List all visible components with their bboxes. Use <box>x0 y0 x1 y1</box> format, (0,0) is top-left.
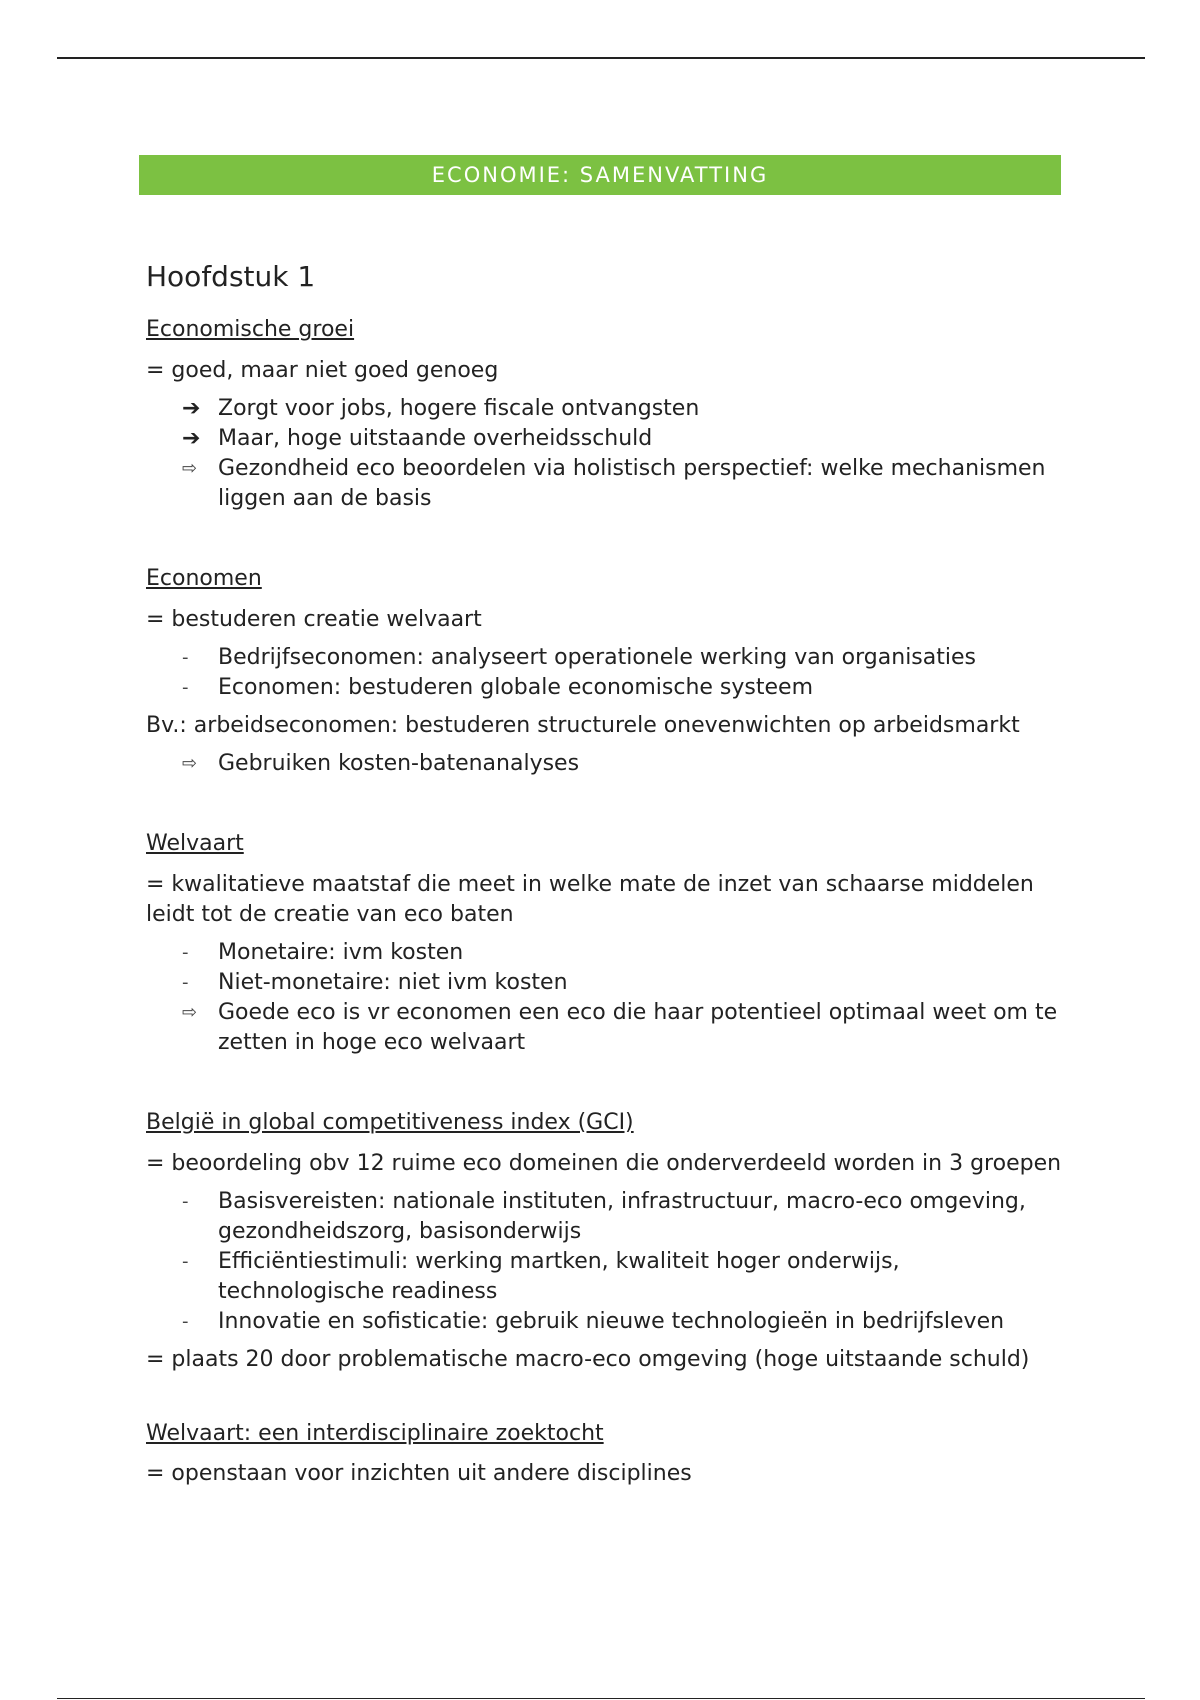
bullet-list <box>146 394 1066 514</box>
list-item: ➔ Maar, hoge uitstaande overheidsschuld <box>146 424 1066 454</box>
dash-bullet-icon: - <box>182 1250 189 1272</box>
dash-bullet-icon: - <box>182 941 189 963</box>
bottom-rule <box>57 1698 1145 1699</box>
list-item: ⇨ Gezondheid eco beoordelen via holistisch perspectief: welke mechanismen liggen aan de basis <box>182 456 1046 512</box>
bullet-list <box>146 1187 1066 1337</box>
list-item: - Bedrijfseconomen: analyseert operationele werking van organisaties <box>146 643 1066 673</box>
definition: = openstaan voor inzichten uit andere disciplines <box>146 1461 692 1487</box>
dash-bullet-icon: - <box>182 676 189 698</box>
hollow-arrow-icon: ⇨ <box>182 1001 198 1023</box>
arrow-right-icon: ➔ <box>182 396 201 422</box>
section-interdisciplinair <box>146 1419 1066 1490</box>
definition: = goed, maar niet goed genoeg <box>146 358 499 384</box>
bullet-list <box>146 938 1066 1058</box>
section-heading: Economen <box>146 566 262 592</box>
hollow-arrow-icon: ⇨ <box>182 458 198 480</box>
section-heading: Welvaart <box>146 830 244 856</box>
list-item: - Monetaire: ivm kosten <box>146 938 1066 968</box>
bullet-list <box>146 643 1066 703</box>
list-item: - Efficiëntiestimuli: werking martken, kwaliteit hoger onderwijs, technologische readiness <box>182 1248 900 1304</box>
conclusion-text: = plaats 20 door problematische macro-eco omgeving (hoge uitstaande schuld) <box>146 1346 1030 1372</box>
section-gci <box>146 1108 1066 1375</box>
list-item: - Innovatie en sofisticatie: gebruik nieuwe technologieën in bedrijfsleven <box>146 1307 1066 1337</box>
document-body <box>146 259 1066 1497</box>
dash-bullet-icon: - <box>182 1310 189 1332</box>
section-heading: België in global competitiveness index (GCI) <box>146 1109 634 1135</box>
bullet-list <box>146 749 1066 779</box>
example-text: Bv.: arbeidseconomen: bestuderen structurele onevenwichten op arbeidsmarkt <box>146 712 1020 738</box>
list-item: ⇨ Goede eco is vr economen een eco die haar potentieel optimaal weet om te zetten in hoge eco welvaart <box>182 999 1058 1055</box>
definition: = bestuderen creatie welvaart <box>146 606 482 632</box>
section-economen <box>146 564 1066 779</box>
section-heading: Economische groei <box>146 317 355 343</box>
chapter-title: Hoofdstuk 1 <box>146 260 316 293</box>
dash-bullet-icon: - <box>182 1190 189 1212</box>
section-welvaart <box>146 829 1066 1058</box>
list-item: - Basisvereisten: nationale instituten, infrastructuur, macro-eco omgeving, gezondheidszorg, basisonderwijs <box>182 1188 1026 1244</box>
definition: = kwalitatieve maatstaf die meet in welke mate de inzet van schaarse middelen leidt tot de creatie van eco baten <box>146 871 1034 927</box>
section-economische-groei <box>146 315 1066 514</box>
list-item: - Niet-monetaire: niet ivm kosten <box>146 968 1066 998</box>
top-rule <box>57 57 1145 59</box>
arrow-right-icon: ➔ <box>182 426 201 452</box>
list-item: - Economen: bestuderen globale economische systeem <box>146 673 1066 703</box>
dash-bullet-icon: - <box>182 646 189 668</box>
title-banner: ECONOMIE: SAMENVATTING <box>139 155 1061 195</box>
list-item: ➔ Zorgt voor jobs, hogere fiscale ontvangsten <box>146 394 1066 424</box>
section-heading: Welvaart: een interdisciplinaire zoektocht <box>146 1420 604 1446</box>
list-item: ⇨ Gebruiken kosten-batenanalyses <box>146 749 1066 779</box>
dash-bullet-icon: - <box>182 971 189 993</box>
hollow-arrow-icon: ⇨ <box>182 752 198 774</box>
definition: = beoordeling obv 12 ruime eco domeinen die onderverdeeld worden in 3 groepen <box>146 1150 1062 1176</box>
